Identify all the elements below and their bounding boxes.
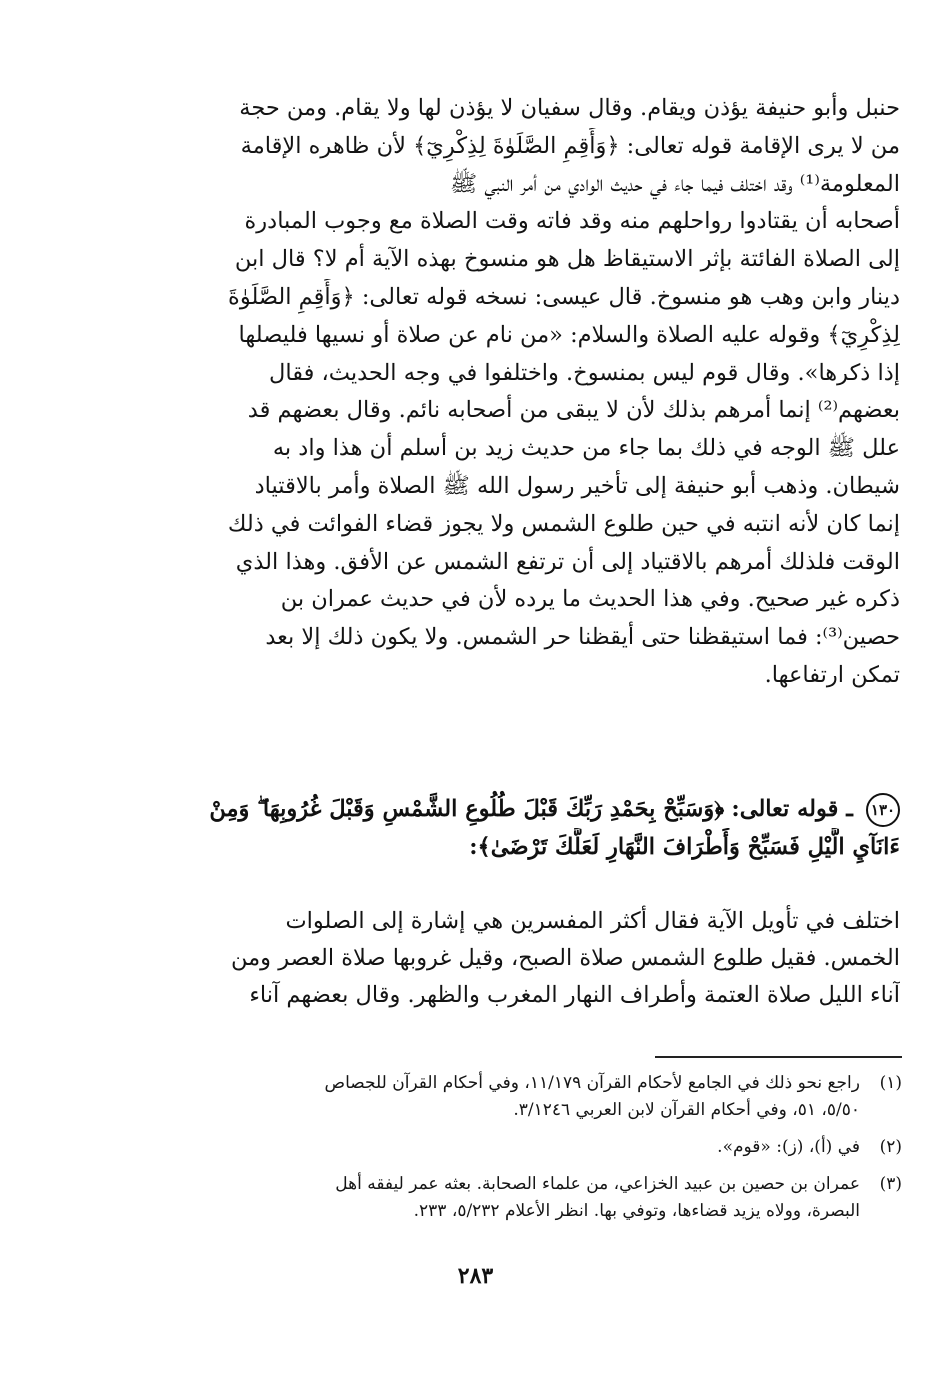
verse-line [150,828,900,866]
text-line: حصين⁽³⁾: فما استيقظنا حتى أيقظنا حر الشمس. ولا يكون ذلك إلا بعد [265,624,900,651]
footnote-number: (٣) [879,1174,902,1194]
verse-heading [150,790,900,866]
footnote-line: راجع نحو ذلك في الجامع لأحكام القرآن ١١/١٧٩، وفي أحكام القرآن للجصاص [324,1073,860,1093]
verse-text: ءَانَآيِ الَّيْلِ فَسَبِّحْ وَأَطْرَافَ النَّهَارِ لَعَلَّكَ تَرْضَىٰ﴾: [469,834,900,860]
text-line: دينار وابن وهب هو منسوخ. قال عيسى: نسخه قوله تعالى: ﴿وَأَقِمِ الصَّلَوٰةَ [228,283,900,310]
verse-line [150,790,900,828]
main-paragraph [150,90,900,695]
footnote-number: (٢) [879,1137,902,1157]
text-line: إنما كان لأنه انتبه في حين طلوع الشمس ولا يجوز قضاء الفوائت في ذلك [227,510,900,537]
text-line: الخمس. فقيل طلوع الشمس صلاة الصبح، وقيل غروبها صلاة العصر ومن [231,945,900,971]
text-line: أصحابه أن يقتادوا رواحلهم منه وقد فاته وقت الصلاة مع وجوب المبادرة [244,208,900,235]
footnotes [150,1070,902,1235]
text-line: حنبل وأبو حنيفة يؤذن ويقام. وقال سفيان لا يؤذن لها ولا يقام. ومن حجة [239,95,900,121]
text-line: تمكن ارتفاعها. [764,661,900,688]
text-line: علل ﷺ الوجه في ذلك بما جاء من حديث زيد بن أسلم أن هذا واد به [272,435,900,462]
footnote-line: عمران بن حصين بن عبيد الخزاعي، من علماء الصحابة. بعثه عمر ليفقه أهل [335,1174,860,1194]
footnote [150,1134,902,1161]
text-line: آناء الليل صلاة العتمة وأطراف النهار المغرب والظهر. وقال بعضهم آناء [249,982,900,1008]
footnote [150,1171,902,1225]
footnote-line: ٥/٥٠، ٥١، وفي أحكام القرآن لابن العربي ٣/١٢٤٦. [513,1100,860,1120]
text-line: إلى الصلاة الفائتة بإثر الاستيقاظ هل هو منسوخ بهذه الآية أم لا؟ قال ابن [234,246,900,273]
verse-text: ﴿وَسَبِّحْ بِحَمْدِ رَبِّكَ قَبْلَ طُلُوعِ الشَّمْسِ وَقَبْلَ غُرُوبِهَا ۖ وَمِنْ [209,796,725,822]
verse-number-badge: ١٣٠ [866,793,900,827]
page-number: ٢٨٣ [457,1263,494,1289]
footnote-number: (١) [879,1073,902,1093]
text-line: لِذِكْرِيٓ﴾ وقوله عليه الصلاة والسلام: «من نام عن صلاة أو نسيها فليصلها [238,321,900,348]
commentary-paragraph [150,903,900,1014]
verse-intro: ـ قوله تعالى: [731,796,853,822]
footnote-line: البصرة، وولاه يزيد قضاءها، وتوفي بها. انظر الأعلام ٥/٢٣٢، ٢٣٣. [413,1201,860,1221]
text-line: ذكره غير صحيح. وفي هذا الحديث ما يرده لأن في حديث عمران بن [280,586,900,613]
footnote-line: في (أ)، (ز): «قوم». [717,1137,860,1157]
footnote [150,1070,902,1124]
text-line: المعلومة⁽¹⁾ وقد اختلف فيما جاء في حديث الوادي من أمر النبي ﷺ [449,170,900,197]
text-line: من لا يرى الإقامة قوله تعالى: ﴿وَأَقِمِ الصَّلَوٰةَ لِذِكْرِيٓ﴾ لأن ظاهره الإقامة [240,132,900,159]
text-line: الوقت فلذلك أمرهم بالاقتياد إلى أن ترتفع الشمس عن الأفق. وهذا الذي [235,548,900,575]
footnote-divider [655,1056,902,1058]
text-line: بعضهم⁽²⁾ إنما أمرهم بذلك لأن لا يبقى من أصحابه نائم. وقال بعضهم قد [247,397,900,424]
text-line: إذا ذكرها». وقال قوم ليس بمنسوخ. واختلفوا في وجه الحديث، فقال [269,359,900,386]
text-line: اختلف في تأويل الآية فقال أكثر المفسرين هي إشارة إلى الصلوات [285,908,900,934]
text-line: شيطان. وذهب أبو حنيفة إلى تأخير رسول الله ﷺ الصلاة وأمر بالاقتياد [254,472,900,499]
